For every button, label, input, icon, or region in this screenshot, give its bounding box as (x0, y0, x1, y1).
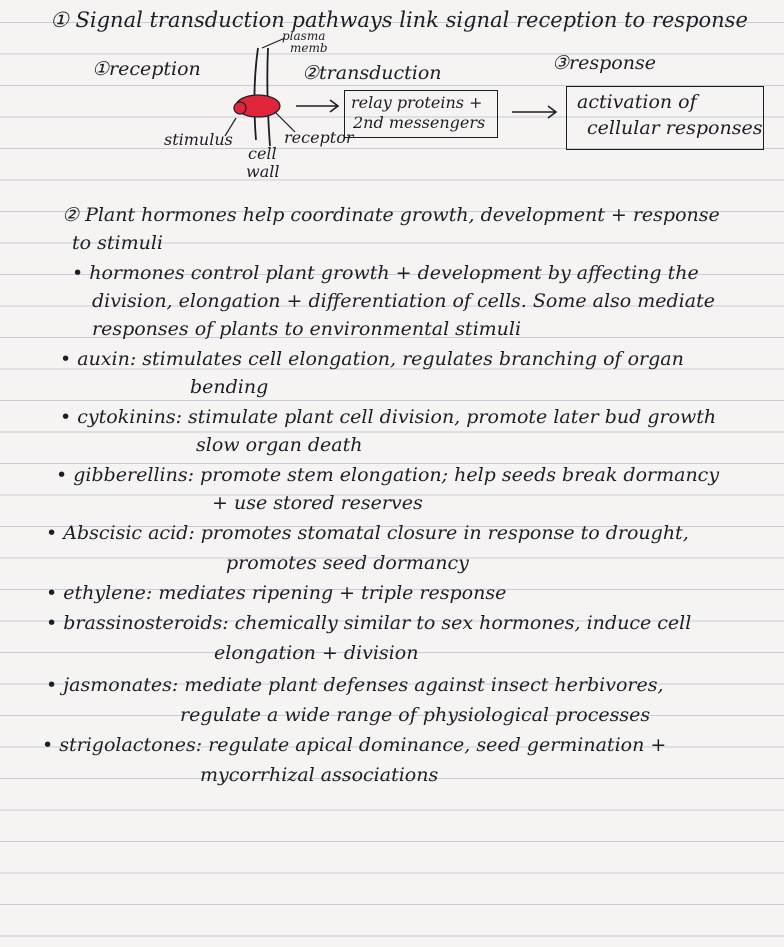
notes-line: bending (190, 376, 269, 398)
stimulus-molecule (234, 102, 246, 114)
section-2-title-line-2: to stimuli (72, 232, 163, 254)
notes-line: • cytokinins: stimulate plant cell division, promote later bud growth (60, 406, 717, 428)
step-transduction: ②transduction (302, 62, 442, 84)
plasma-membrane-line (254, 48, 258, 140)
step-reception: ①reception (92, 58, 201, 80)
notes-line: mycorrhizal associations (200, 764, 439, 786)
label-wall: wall (246, 162, 280, 181)
arrow-to-response (512, 106, 556, 118)
relay-line-1: relay proteins + (351, 93, 483, 112)
notes-line: slow organ death (196, 434, 363, 456)
notes-line: division, elongation + differentiation of cells. Some also mediate (92, 290, 715, 312)
notes-line: • gibberellins: promote stem elongation; help seeds break dormancy (56, 464, 720, 486)
notes-line: responses of plants to environmental stimuli (92, 318, 522, 340)
activation-line-1: activation of (577, 91, 697, 113)
label-memb: memb (290, 41, 328, 55)
notes-line: • brassinosteroids: chemically similar to sex hormones, induce cell (46, 612, 692, 634)
relay-box (344, 90, 498, 138)
notes-line: promotes seed dormancy (226, 552, 469, 574)
notes-line: • ethylene: mediates ripening + triple response (46, 582, 507, 604)
notes-line: • auxin: stimulates cell elongation, regulates branching of organ (60, 348, 684, 370)
notes-line: elongation + division (214, 642, 419, 664)
notes-line: • jasmonates: mediate plant defenses against insect herbivores, (46, 674, 664, 696)
relay-line-2: 2nd messengers (353, 113, 486, 132)
label-plasma: plasma (282, 29, 326, 43)
step-response: ③response (552, 52, 656, 74)
notes-line: • hormones control plant growth + development by affecting the (72, 262, 699, 284)
label-receptor: receptor (284, 128, 354, 147)
label-stimulus: stimulus (164, 130, 233, 149)
notes-line: • Abscisic acid: promotes stomatal closure in response to drought, (46, 522, 689, 544)
notes-line: regulate a wide range of physiological processes (180, 704, 651, 726)
notes-line: + use stored reserves (212, 492, 423, 514)
section-1-title: ① Signal transduction pathways link signal reception to response (50, 8, 748, 32)
arrow-to-relay (296, 100, 338, 112)
label-cell: cell (248, 144, 277, 163)
response-box (566, 86, 764, 150)
section-2-title-line-1: ② Plant hormones help coordinate growth, development + response (62, 204, 720, 226)
notes-line: • strigolactones: regulate apical dominance, seed germination + (42, 734, 667, 756)
activation-line-2: cellular responses (587, 117, 763, 139)
